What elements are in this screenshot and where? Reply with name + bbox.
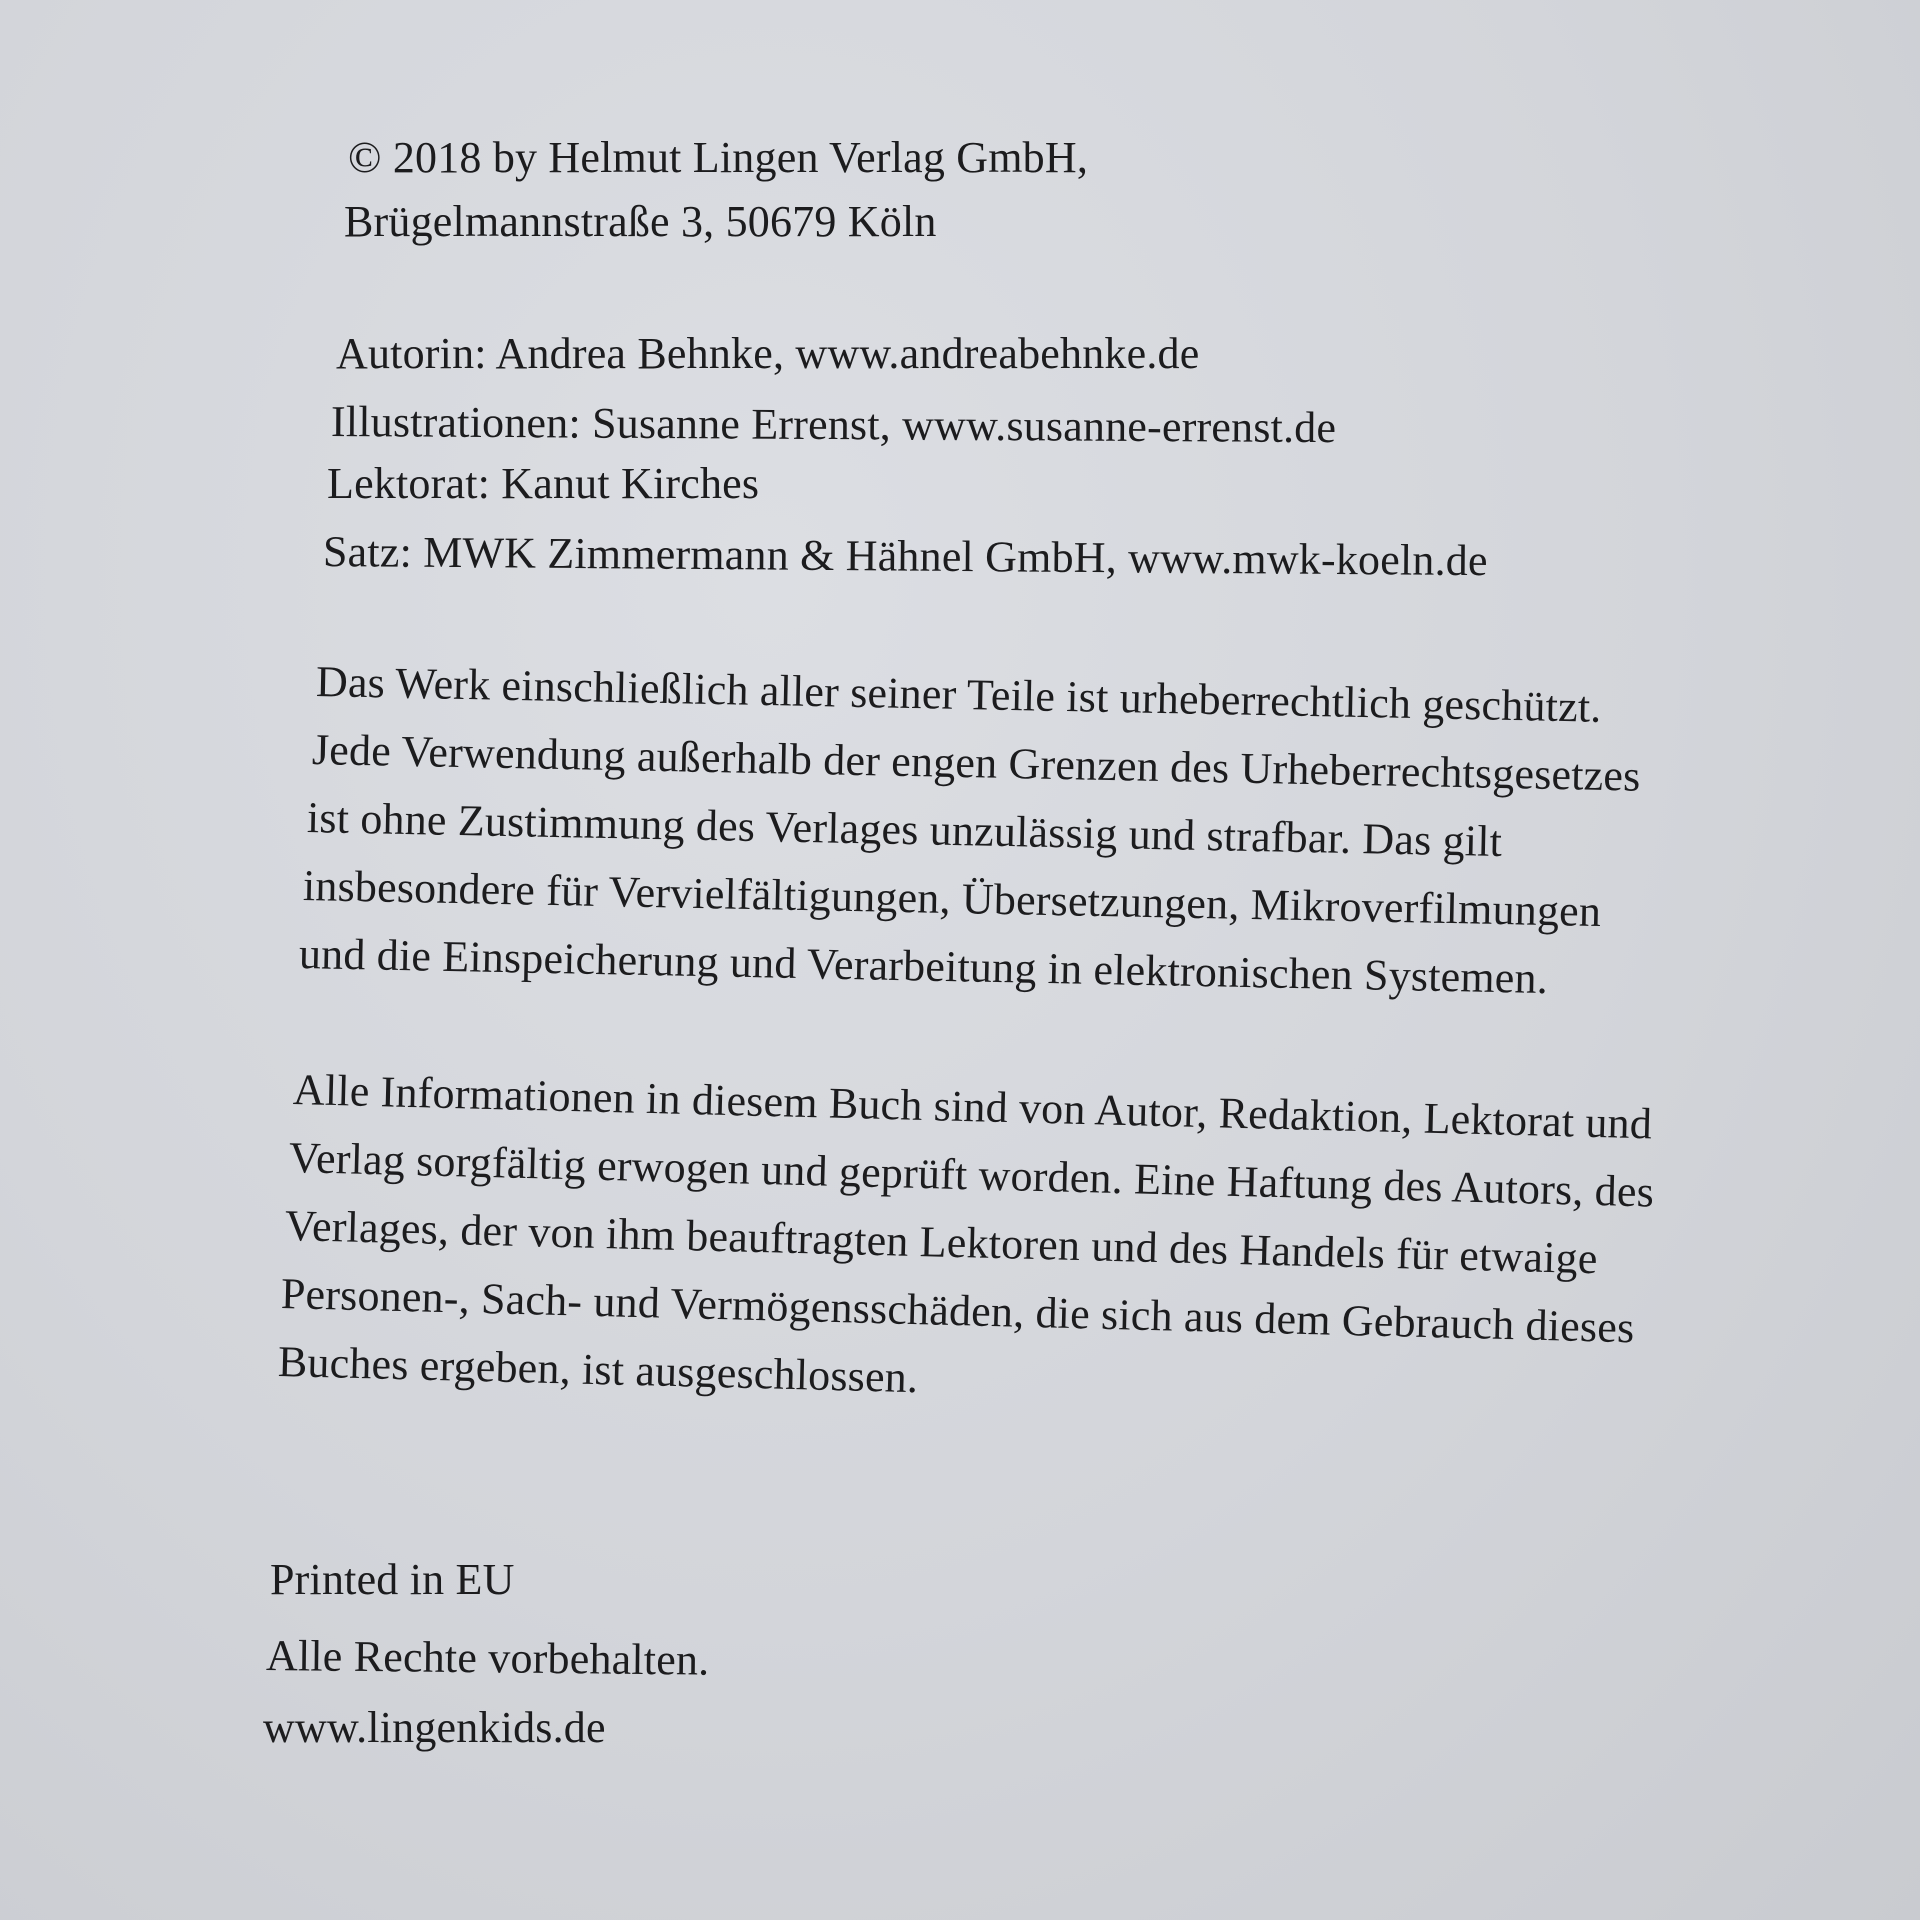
website-line: www.lingenkids.de [263,1703,606,1752]
rights-reserved-line: Alle Rechte vorbehalten. [265,1631,710,1685]
author-credit: Autorin: Andrea Behnke, www.andreabehnke.de [336,329,1200,378]
printed-in-line: Printed in EU [270,1555,515,1604]
paragraph-line: insbesondere für Vervielfältigungen, Übersetzungen, Mikroverfilmungen [302,861,1602,937]
paragraph-line: Personen-, Sach- und Vermögensschäden, die sich aus dem Gebrauch dieses [280,1269,1635,1353]
paragraph-line: Buches ergeben, ist ausgeschlossen. [277,1337,919,1403]
paragraph-line: Verlag sorgfältig erwogen und geprüft worden. Eine Haftung des Autors, des [288,1133,1655,1217]
publisher-address: Brügelmannstraße 3, 50679 Köln [344,197,937,246]
paragraph-line: Jede Verwendung außerhalb der engen Grenzen des Urheberrechtsgesetzes [311,725,1641,801]
paragraph-line: Alle Informationen in diesem Buch sind von Autor, Redaktion, Lektorat und [292,1065,1653,1149]
satz-credit: Satz: MWK Zimmermann & Hähnel GmbH, www.mwk-koeln.de [322,527,1488,586]
paragraph-line: Verlages, der von ihm beauftragten Lektoren und des Handels für etwaige [284,1201,1599,1284]
paragraph-line: ist ohne Zustimmung des Verlages unzulässig und strafbar. Das gilt [306,793,1503,866]
paragraph-line: Das Werk einschließlich aller seiner Teile ist urheberrechtlich geschützt. [315,657,1602,732]
lektorat-credit: Lektorat: Kanut Kirches [327,459,760,508]
paragraph-line: und die Einspeicherung und Verarbeitung in elektronischen Systemen. [298,929,1549,1004]
illustrations-credit: Illustrationen: Susanne Errenst, www.susanne-errenst.de [330,397,1337,453]
copyright-line: © 2018 by Helmut Lingen Verlag GmbH, [348,133,1089,182]
